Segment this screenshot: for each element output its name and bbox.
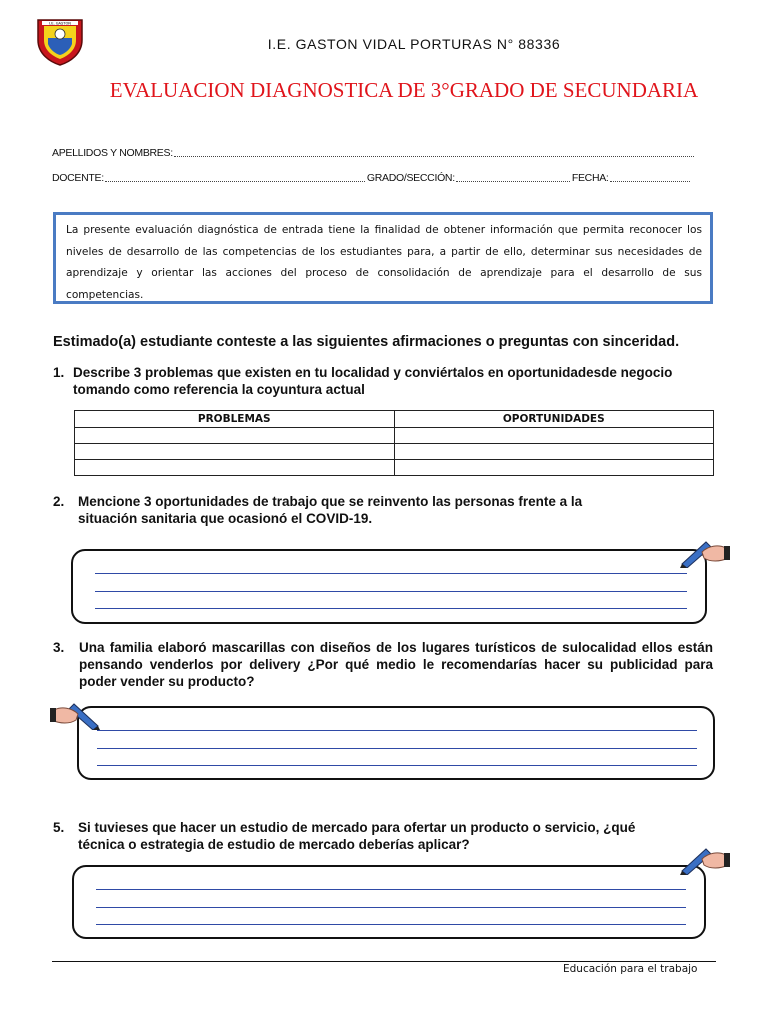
answer-line xyxy=(95,591,687,592)
question-1-text: Describe 3 problemas que existen en tu localidad y conviértalos en oportunidadesde negocio tomando como referencia la coyuntura actual xyxy=(73,365,673,397)
table-cell[interactable] xyxy=(75,460,395,476)
table-cell[interactable] xyxy=(394,428,714,444)
question-3-number: 3. xyxy=(53,640,65,655)
crest-lettering: I.E. GASTON xyxy=(49,21,71,26)
date-label: FECHA: xyxy=(571,172,609,184)
name-field-row xyxy=(52,147,696,159)
question-5 xyxy=(53,819,653,853)
problems-opportunities-table xyxy=(74,410,714,476)
writing-hand-icon xyxy=(680,843,730,875)
table-cell[interactable] xyxy=(75,444,395,460)
teacher-label: DOCENTE: xyxy=(52,172,104,184)
grade-label: GRADO/SECCIÓN: xyxy=(366,172,455,184)
question-2-number: 2. xyxy=(53,494,65,509)
table-cell[interactable] xyxy=(75,428,395,444)
date-blank[interactable] xyxy=(610,173,690,182)
question-5-number: 5. xyxy=(53,820,65,835)
question-1-number: 1. xyxy=(53,365,65,380)
footer-divider xyxy=(52,961,716,962)
question-5-text: Si tuvieses que hacer un estudio de mercado para ofertar un producto o servicio, ¿qué técnica o estrategia de estudio de mercado deberías aplicar? xyxy=(78,820,636,852)
intro-box: La presente evaluación diagnóstica de entrada tiene la finalidad de obtener información que permita reconocer los niveles de desarrollo de las competencias de los estudiantes para, a partir de ello, determinar sus necesidades de aprendizaje y orientar las acciones del proceso de consolidación de aprendizaje para el desarrollo de sus competencias. xyxy=(53,212,713,304)
name-label: APELLIDOS Y NOMBRES: xyxy=(52,147,173,159)
question-2 xyxy=(53,493,643,527)
answer-line xyxy=(95,573,687,574)
table-row xyxy=(75,428,714,444)
instructions-lead: Estimado(a) estudiante conteste a las siguientes afirmaciones o preguntas con sinceridad. xyxy=(53,334,680,350)
question-3 xyxy=(53,639,713,690)
footer-text: Educación para el trabajo xyxy=(563,963,698,975)
school-name: I.E. GASTON VIDAL PORTURAS N° 88336 xyxy=(267,36,561,52)
answer-line xyxy=(96,889,686,890)
table-cell[interactable] xyxy=(394,460,714,476)
answer-box-2[interactable] xyxy=(71,549,707,624)
table-row xyxy=(75,460,714,476)
answer-line xyxy=(96,924,686,925)
table-row xyxy=(75,444,714,460)
question-2-text: Mencione 3 oportunidades de trabajo que se reinvento las personas frente a la situación sanitaria que ocasionó el COVID-19. xyxy=(78,494,583,526)
grade-blank[interactable] xyxy=(456,173,570,182)
question-3-text: Una familia elaboró mascarillas con diseños de los lugares turísticos de sulocalidad ellos están pensando venderlos por delivery ¿Por qué medio le recomendarías hacer su publicidad para poder vender su producto? xyxy=(79,640,713,689)
writing-hand-icon xyxy=(50,698,100,730)
answer-box-3[interactable] xyxy=(77,706,715,780)
teacher-grade-date-row xyxy=(52,172,692,184)
table-header-problems: PROBLEMAS xyxy=(75,411,395,428)
table-header-opportunities: OPORTUNIDADES xyxy=(394,411,714,428)
question-1 xyxy=(53,364,683,398)
name-blank[interactable] xyxy=(174,148,694,157)
answer-line xyxy=(97,730,697,731)
answer-line xyxy=(96,907,686,908)
answer-line xyxy=(97,748,697,749)
page-title: EVALUACION DIAGNOSTICA DE 3°GRADO DE SECUNDARIA xyxy=(109,78,699,102)
teacher-blank[interactable] xyxy=(105,173,365,182)
table-cell[interactable] xyxy=(394,444,714,460)
answer-line xyxy=(95,608,687,609)
answer-line xyxy=(97,765,697,766)
answer-box-5[interactable] xyxy=(72,865,706,939)
writing-hand-icon xyxy=(680,536,730,568)
